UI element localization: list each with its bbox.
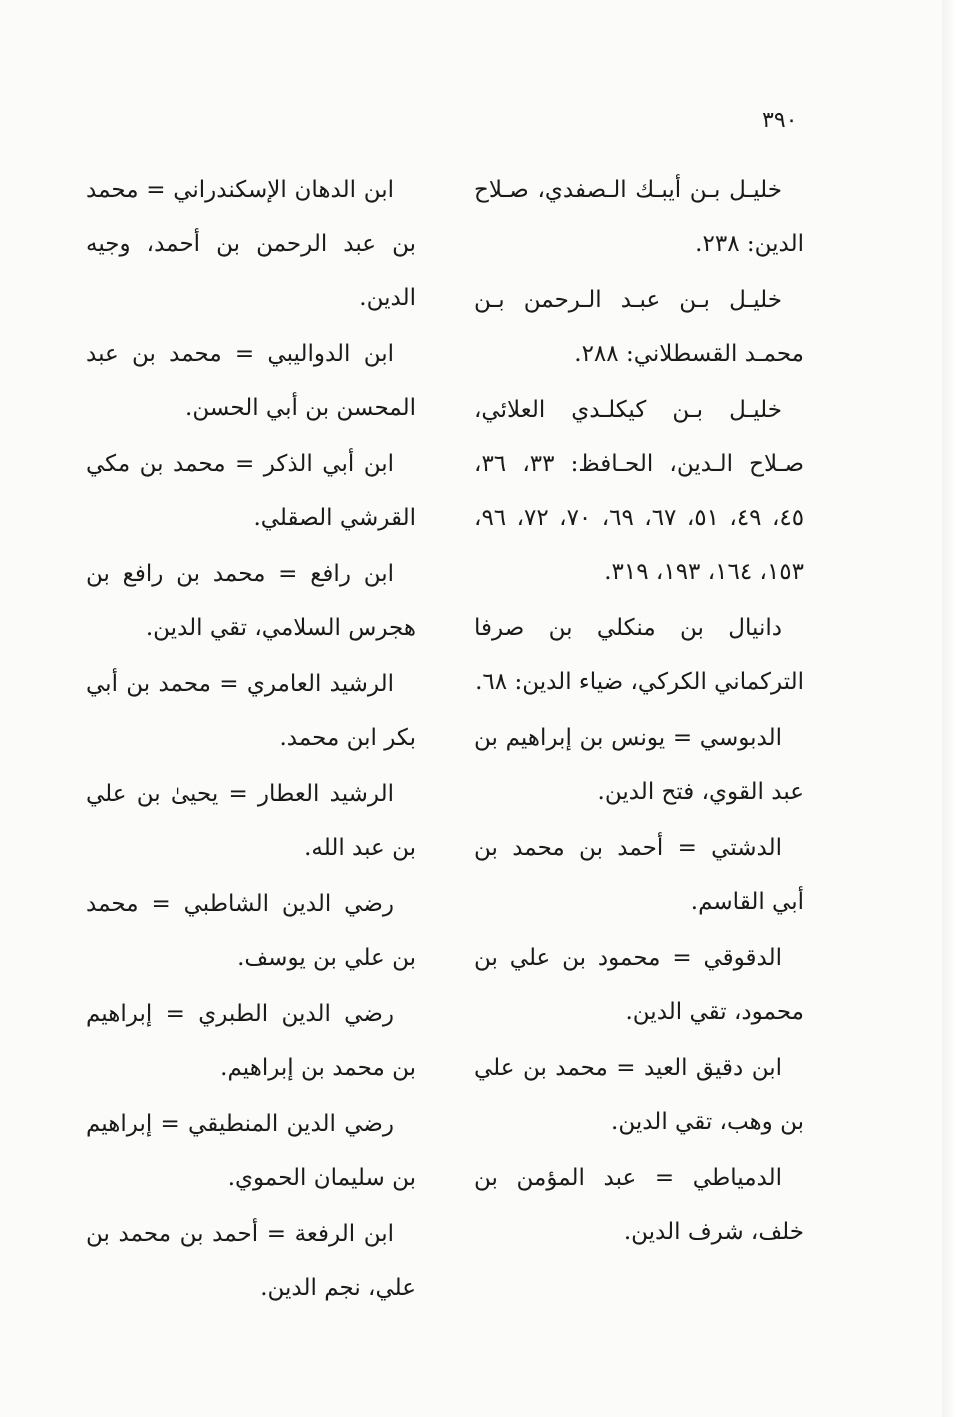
index-entry: ابن رافع = محمد بن رافع بن هجرس السلامي، تقي الدين. [86, 561, 416, 641]
index-entry: رضي الدين المنطيقي = إبراهيم بن سليمان الحموي. [86, 1111, 416, 1191]
index-column-left [86, 163, 416, 1317]
index-entry: الرشيد العطار = يحيىٰ بن علي بن عبد الله. [86, 781, 416, 861]
index-entry: دانيال بن منكلي بن صرفا التركماني الكركي، ضياء الدين: ٦٨. [474, 615, 804, 695]
index-entry: ابن الرفعة = أحمد بن محمد بن علي، نجم الدين. [86, 1221, 416, 1301]
index-entry: رضي الدين الشاطبي = محمد بن علي بن يوسف. [86, 891, 416, 971]
index-entry: خليـل بـن عبـد الـرحمن بـن محمـد القسطلاني: ٢٨٨. [474, 287, 804, 367]
index-column-right [474, 163, 804, 1261]
page-number: ٣٩٠ [762, 108, 798, 133]
index-entry: الدبوسي = يونس بن إبراهيم بن عبد القوي، فتح الدين. [474, 725, 804, 805]
index-entry: خليـل بـن كيكلـدي العلائي، صـلاح الـدين، الحـافظ: ٣٣، ٣٦، ٤٥، ٤٩، ٥١، ٦٧، ٦٩، ٧٠، ٧٢، ٩٦، ١٥٣، ١٦٤، ١٩٣، ٣١٩. [474, 397, 805, 585]
index-entry: رضي الدين الطبري = إبراهيم بن محمد بن إبراهيم. [86, 1001, 416, 1081]
index-entry: الدشتي = أحمد بن محمد بن أبي القاسم. [474, 835, 804, 915]
index-entry: الرشيد العامري = محمد بن أبي بكر ابن محمد. [86, 671, 416, 751]
index-entry: ابن دقيق العيد = محمد بن علي بن وهب، تقي الدين. [474, 1055, 804, 1135]
index-entry: خليـل بـن أيبـك الـصفدي، صـلاح الدين: ٢٣٨. [474, 177, 804, 257]
index-entry: الدقوقي = محمود بن علي بن محمود، تقي الدين. [474, 945, 804, 1025]
index-entry: ابن الدهان الإسكندراني = محمد بن عبد الرحمن بن أحمد، وجيه الدين. [86, 177, 416, 311]
index-entry: الدمياطي = عبد المؤمن بن خلف، شرف الدين. [474, 1165, 804, 1245]
index-entry: ابن الدواليبي = محمد بن عبد المحسن بن أبي الحسن. [86, 341, 416, 421]
index-entry: ابن أبي الذكر = محمد بن مكي القرشي الصقلي. [86, 451, 416, 531]
page-edge [942, 0, 956, 1417]
